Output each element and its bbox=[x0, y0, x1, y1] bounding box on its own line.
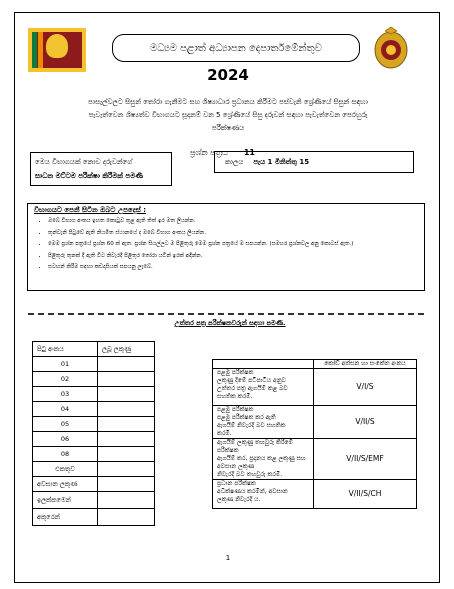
instructions-title: විභාගයට පෙනී සිටින ඔබට උපදෙස් : bbox=[34, 206, 147, 214]
examiner-title: උත්තර පත්‍ර පරීක්ෂකවරුන් සඳහා පමණි. bbox=[174, 319, 286, 327]
examiner-header: කෝඩ් අත්සන හා සංකේත අංකය bbox=[314, 360, 417, 369]
examiner-code: V/I/S bbox=[314, 369, 417, 406]
examiner-table bbox=[212, 359, 417, 509]
examiner-header-blank bbox=[213, 360, 314, 369]
page-number: 1 bbox=[225, 554, 231, 562]
intro-line-1: පාසැල්වලට සිසුන් තෝරා ගැනීමට සහ ශිෂ්‍යාධාර ප්‍රධානය කිරීමට පස්වැනි ශ්‍රේණියේ සිසුන් සඳහා bbox=[88, 98, 368, 106]
paper-number: 11 bbox=[243, 148, 255, 157]
page-number-cell: 01 bbox=[33, 357, 98, 372]
cut-line bbox=[28, 313, 424, 315]
header-page-number: පිටු අංකය bbox=[33, 342, 98, 357]
examiner-code: V/II/S/EMF bbox=[314, 439, 417, 480]
department-title: මධ්‍යම පළාත් අධ්‍යාපන දෙපාර්තමේන්තුව bbox=[112, 34, 360, 62]
marks-cell bbox=[98, 447, 155, 462]
page-number-cell: 03 bbox=[33, 387, 98, 402]
in-words-label: අකුරෙන් bbox=[33, 509, 98, 526]
page-number-cell: 05 bbox=[33, 417, 98, 432]
instruction-item: • ඔබේ විභාග අංකය ඉහත කොටුව තුළ ඇති තිත් ඉර මත ලියන්න. bbox=[48, 216, 418, 228]
marks-cell bbox=[98, 402, 155, 417]
marks-cell bbox=[98, 492, 155, 509]
intro-line-2: පැවැත්වෙන ශිෂ්‍යත්ව විභාගයට සූදානම් වන 5 ශ්‍රේණියේ සිසු දරුවන් සඳහා පැවැත්වෙන පෙරහුරු bbox=[88, 111, 368, 119]
instructions-box bbox=[27, 203, 425, 291]
page-number-cell: 08 bbox=[33, 447, 98, 462]
notice-box bbox=[30, 152, 172, 186]
instruction-item: • සටහන් කිරීම සඳහා කඩදාසියක් සපයනු ලැබේ. bbox=[48, 262, 418, 274]
time-value: පැය 1 මිනිත්තු 15 bbox=[253, 157, 310, 166]
examiner-role-cell: පළමු පරීක්ෂක ලකුණු දීමේ පටිපාටිය අනුව උත්තර පත්‍ර ඇගයීම් කළ බව සහතික කරමි. bbox=[213, 369, 314, 406]
in-figures-label: ඉලක්කමෙන් bbox=[33, 492, 98, 509]
total-label: එකතුව bbox=[33, 462, 98, 477]
marks-cell bbox=[98, 357, 155, 372]
notice-line-1: මෙය විභාගයක් නොව දරුවන්ගේ bbox=[35, 158, 133, 166]
instruction-item: • තුන්වැනි පිටුවේ ඇති නියමිත ස්ථානයේ ද ඔබේ විභාග අංකය ලියන්න. bbox=[48, 228, 418, 240]
marks-cell bbox=[98, 509, 155, 526]
intro-text bbox=[32, 96, 424, 135]
year-heading: 2024 bbox=[207, 66, 249, 84]
marks-table bbox=[32, 341, 155, 526]
examiner-role-cell: පළමු පරීක්ෂක පළමු පරීක්ෂක කර ඇති ඇගයීම් නිවැරදි බව සහතික කරමි. bbox=[213, 406, 314, 439]
marks-cell bbox=[98, 372, 155, 387]
instruction-item: • මෙම ප්‍රශ්න පත්‍රයේ ප්‍රශ්න 60 ක් ඇත. ප්‍රශ්න සියල්ලට ම පිළිතුරු මෙම ප්‍රශ්න පත්‍රයේ ම සපයන්න. (සමහර ප්‍රශ්නවල අනු කොටස් ඇත.) bbox=[48, 239, 418, 251]
instruction-item: • පිළිතුරු තුනක් දී ඇති විට නිවැරදි පිළිතුර තෝරා යටින් ඉරක් අඳින්න. bbox=[48, 251, 418, 263]
emblem-icon bbox=[372, 26, 410, 70]
marks-cell bbox=[98, 432, 155, 447]
examiner-code: V/II/S/CH bbox=[314, 480, 417, 509]
instructions-list bbox=[34, 216, 418, 274]
marks-cell bbox=[98, 462, 155, 477]
national-flag-logo bbox=[28, 28, 86, 72]
page-number-cell: 02 bbox=[33, 372, 98, 387]
time-label: කාලය bbox=[225, 157, 244, 166]
examiner-role-cell: ඇගයීම් ලකුණු තහවුරු කිරීමේ පරීක්ෂක ඇගයීම් කර, ප්‍රදානය කළ ලකුණු සහ අවසාන ලකුණ නිවැරදි බව තහවුරු කරමි. bbox=[213, 439, 314, 480]
examiner-code: V/II/S bbox=[314, 406, 417, 439]
page-number-cell: 04 bbox=[33, 402, 98, 417]
marks-cell bbox=[98, 477, 155, 492]
notice-line-2: සාධන මට්ටම පරීක්ෂා කිරීමක් පමණි bbox=[35, 172, 144, 180]
final-mark-label: අවසාන ලකුණ bbox=[33, 477, 98, 492]
intro-line-3: පරීක්ෂණය bbox=[211, 124, 245, 132]
marks-cell bbox=[98, 417, 155, 432]
paper-label-text: ප්‍රශ්න පත්‍රය bbox=[190, 148, 228, 157]
page-number-cell: 06 bbox=[33, 432, 98, 447]
marks-cell bbox=[98, 387, 155, 402]
examiner-role-cell: ප්‍රධාන පරීක්ෂක අධීක්ෂණය කරමින්, අවසාන ලකුණ නිවැරදි ය. bbox=[213, 480, 314, 509]
header-marks: ලබූ ලකුණු bbox=[98, 342, 155, 357]
time-box bbox=[214, 151, 414, 173]
